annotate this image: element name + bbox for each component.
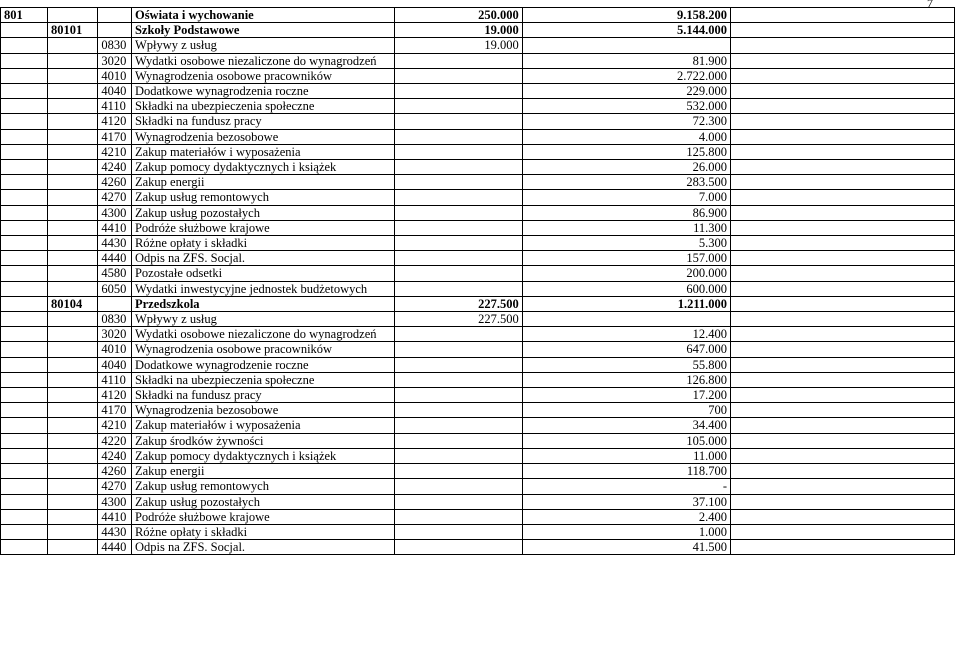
section-cell	[1, 144, 48, 159]
income-cell	[395, 372, 523, 387]
expense-cell: 11.300	[522, 220, 730, 235]
table-row	[1, 84, 955, 99]
expense-cell: 17.200	[522, 388, 730, 403]
empty-cell	[731, 144, 955, 159]
table-row	[1, 524, 955, 539]
section-cell	[1, 68, 48, 83]
income-cell	[395, 418, 523, 433]
income-cell	[395, 540, 523, 555]
name-cell: Wydatki inwestycyjne jednostek budżetowych	[131, 281, 394, 296]
paragraph-cell: 4300	[98, 205, 132, 220]
empty-cell	[731, 38, 955, 53]
empty-cell	[731, 175, 955, 190]
paragraph-cell	[98, 23, 132, 38]
income-cell	[395, 53, 523, 68]
paragraph-cell: 4110	[98, 99, 132, 114]
name-cell: Przedszkola	[131, 296, 394, 311]
expense-cell: 5.300	[522, 236, 730, 251]
section-cell	[1, 236, 48, 251]
expense-cell: 2.722.000	[522, 68, 730, 83]
empty-cell	[731, 23, 955, 38]
table-row	[1, 38, 955, 53]
table-row	[1, 205, 955, 220]
income-cell	[395, 68, 523, 83]
chapter-cell	[48, 114, 98, 129]
section-cell	[1, 38, 48, 53]
name-cell: Wynagrodzenia osobowe pracowników	[131, 68, 394, 83]
empty-cell	[731, 494, 955, 509]
name-cell: Wydatki osobowe niezaliczone do wynagrodzeń	[131, 327, 394, 342]
paragraph-cell: 4170	[98, 403, 132, 418]
name-cell: Składki na ubezpieczenia społeczne	[131, 99, 394, 114]
chapter-cell	[48, 99, 98, 114]
table-row	[1, 266, 955, 281]
paragraph-cell: 4210	[98, 144, 132, 159]
section-cell	[1, 281, 48, 296]
income-cell	[395, 99, 523, 114]
chapter-cell	[48, 448, 98, 463]
name-cell: Wynagrodzenia osobowe pracowników	[131, 342, 394, 357]
chapter-cell	[48, 220, 98, 235]
name-cell: Zakup materiałów i wyposażenia	[131, 144, 394, 159]
table-row	[1, 464, 955, 479]
expense-cell: 55.800	[522, 357, 730, 372]
page-number: 7	[927, 0, 933, 10]
section-cell	[1, 266, 48, 281]
empty-cell	[731, 312, 955, 327]
section-cell	[1, 205, 48, 220]
table-row	[1, 433, 955, 448]
paragraph-cell	[98, 8, 132, 23]
name-cell: Zakup materiałów i wyposażenia	[131, 418, 394, 433]
expense-cell: 1.000	[522, 524, 730, 539]
table-row	[1, 281, 955, 296]
chapter-cell	[48, 160, 98, 175]
name-cell: Szkoły Podstawowe	[131, 23, 394, 38]
table-row	[1, 312, 955, 327]
empty-cell	[731, 220, 955, 235]
name-cell: Zakup usług pozostałych	[131, 205, 394, 220]
name-cell: Zakup usług remontowych	[131, 479, 394, 494]
expense-cell: 5.144.000	[522, 23, 730, 38]
expense-cell: 200.000	[522, 266, 730, 281]
chapter-cell: 80101	[48, 23, 98, 38]
chapter-cell	[48, 84, 98, 99]
expense-cell: 105.000	[522, 433, 730, 448]
empty-cell	[731, 372, 955, 387]
expense-cell: 157.000	[522, 251, 730, 266]
paragraph-cell: 4270	[98, 190, 132, 205]
chapter-cell: 80104	[48, 296, 98, 311]
table-row	[1, 342, 955, 357]
chapter-cell	[48, 68, 98, 83]
expense-cell: 647.000	[522, 342, 730, 357]
table-row	[1, 403, 955, 418]
name-cell: Składki na ubezpieczenia społeczne	[131, 372, 394, 387]
chapter-cell	[48, 190, 98, 205]
section-cell	[1, 175, 48, 190]
section-cell	[1, 84, 48, 99]
table-row	[1, 160, 955, 175]
chapter-cell	[48, 524, 98, 539]
section-cell	[1, 433, 48, 448]
expense-cell: 600.000	[522, 281, 730, 296]
section-cell	[1, 160, 48, 175]
paragraph-cell: 4010	[98, 68, 132, 83]
expense-cell: 34.400	[522, 418, 730, 433]
empty-cell	[731, 68, 955, 83]
empty-cell	[731, 403, 955, 418]
expense-cell: 532.000	[522, 99, 730, 114]
empty-cell	[731, 448, 955, 463]
paragraph-cell: 4040	[98, 357, 132, 372]
income-cell: 227.500	[395, 312, 523, 327]
paragraph-cell: 6050	[98, 281, 132, 296]
expense-cell: 81.900	[522, 53, 730, 68]
name-cell: Wpływy z usług	[131, 312, 394, 327]
section-cell	[1, 114, 48, 129]
table-row	[1, 68, 955, 83]
paragraph-cell: 4010	[98, 342, 132, 357]
table-row	[1, 479, 955, 494]
section-cell	[1, 53, 48, 68]
empty-cell	[731, 418, 955, 433]
expense-cell: 9.158.200	[522, 8, 730, 23]
paragraph-cell: 4440	[98, 251, 132, 266]
income-cell	[395, 205, 523, 220]
empty-cell	[731, 509, 955, 524]
empty-cell	[731, 524, 955, 539]
section-cell	[1, 540, 48, 555]
income-cell	[395, 175, 523, 190]
table-row	[1, 357, 955, 372]
expense-cell: 118.700	[522, 464, 730, 479]
table-row	[1, 327, 955, 342]
budget-table	[0, 7, 955, 555]
income-cell: 250.000	[395, 8, 523, 23]
empty-cell	[731, 114, 955, 129]
income-cell	[395, 144, 523, 159]
expense-cell: 1.211.000	[522, 296, 730, 311]
income-cell	[395, 220, 523, 235]
expense-cell: 700	[522, 403, 730, 418]
chapter-cell	[48, 251, 98, 266]
section-cell	[1, 357, 48, 372]
paragraph-cell: 3020	[98, 327, 132, 342]
section-cell	[1, 403, 48, 418]
chapter-cell	[48, 388, 98, 403]
expense-cell: 37.100	[522, 494, 730, 509]
chapter-cell	[48, 8, 98, 23]
section-cell	[1, 220, 48, 235]
paragraph-cell: 4110	[98, 372, 132, 387]
chapter-cell	[48, 266, 98, 281]
income-cell	[395, 494, 523, 509]
section-cell	[1, 494, 48, 509]
chapter-cell	[48, 418, 98, 433]
section-cell	[1, 388, 48, 403]
expense-cell: 86.900	[522, 205, 730, 220]
table-row	[1, 175, 955, 190]
empty-cell	[731, 205, 955, 220]
empty-cell	[731, 236, 955, 251]
expense-cell: -	[522, 479, 730, 494]
empty-cell	[731, 266, 955, 281]
income-cell	[395, 129, 523, 144]
name-cell: Zakup pomocy dydaktycznych i książek	[131, 160, 394, 175]
income-cell: 227.500	[395, 296, 523, 311]
chapter-cell	[48, 38, 98, 53]
income-cell	[395, 479, 523, 494]
income-cell	[395, 388, 523, 403]
expense-cell	[522, 38, 730, 53]
income-cell	[395, 403, 523, 418]
table-row	[1, 448, 955, 463]
income-cell: 19.000	[395, 38, 523, 53]
name-cell: Zakup środków żywności	[131, 433, 394, 448]
empty-cell	[731, 53, 955, 68]
empty-cell	[731, 464, 955, 479]
name-cell: Zakup usług remontowych	[131, 190, 394, 205]
income-cell	[395, 236, 523, 251]
table-row	[1, 236, 955, 251]
name-cell: Zakup energii	[131, 464, 394, 479]
section-cell	[1, 23, 48, 38]
expense-cell: 26.000	[522, 160, 730, 175]
paragraph-cell: 0830	[98, 38, 132, 53]
table-row	[1, 372, 955, 387]
income-cell	[395, 509, 523, 524]
expense-cell: 283.500	[522, 175, 730, 190]
income-cell	[395, 327, 523, 342]
section-cell	[1, 418, 48, 433]
section-cell	[1, 479, 48, 494]
section-cell	[1, 524, 48, 539]
empty-cell	[731, 296, 955, 311]
budget-table-body	[1, 8, 955, 555]
name-cell: Wpływy z usług	[131, 38, 394, 53]
income-cell	[395, 448, 523, 463]
paragraph-cell: 4440	[98, 540, 132, 555]
chapter-cell	[48, 403, 98, 418]
section-cell	[1, 372, 48, 387]
paragraph-cell: 4260	[98, 175, 132, 190]
expense-cell: 229.000	[522, 84, 730, 99]
section-cell: 801	[1, 8, 48, 23]
name-cell: Zakup energii	[131, 175, 394, 190]
paragraph-cell: 4170	[98, 129, 132, 144]
income-cell	[395, 524, 523, 539]
section-cell	[1, 296, 48, 311]
table-row	[1, 114, 955, 129]
chapter-cell	[48, 205, 98, 220]
table-row	[1, 129, 955, 144]
expense-cell	[522, 312, 730, 327]
paragraph-cell: 4580	[98, 266, 132, 281]
section-cell	[1, 129, 48, 144]
paragraph-cell: 4210	[98, 418, 132, 433]
chapter-cell	[48, 327, 98, 342]
section-cell	[1, 312, 48, 327]
empty-cell	[731, 8, 955, 23]
empty-cell	[731, 160, 955, 175]
paragraph-cell: 4040	[98, 84, 132, 99]
paragraph-cell: 4270	[98, 479, 132, 494]
paragraph-cell: 4240	[98, 448, 132, 463]
paragraph-cell: 4410	[98, 509, 132, 524]
table-row	[1, 23, 955, 38]
chapter-cell	[48, 357, 98, 372]
chapter-cell	[48, 372, 98, 387]
income-cell: 19.000	[395, 23, 523, 38]
section-cell	[1, 327, 48, 342]
table-row	[1, 296, 955, 311]
empty-cell	[731, 84, 955, 99]
table-row	[1, 509, 955, 524]
section-cell	[1, 99, 48, 114]
income-cell	[395, 160, 523, 175]
empty-cell	[731, 357, 955, 372]
name-cell: Oświata i wychowanie	[131, 8, 394, 23]
paragraph-cell: 4220	[98, 433, 132, 448]
chapter-cell	[48, 464, 98, 479]
chapter-cell	[48, 236, 98, 251]
income-cell	[395, 433, 523, 448]
paragraph-cell: 4120	[98, 388, 132, 403]
table-row	[1, 540, 955, 555]
table-row	[1, 494, 955, 509]
name-cell: Zakup pomocy dydaktycznych i książek	[131, 448, 394, 463]
expense-cell: 11.000	[522, 448, 730, 463]
chapter-cell	[48, 312, 98, 327]
empty-cell	[731, 251, 955, 266]
income-cell	[395, 84, 523, 99]
name-cell: Składki na fundusz pracy	[131, 388, 394, 403]
table-row	[1, 190, 955, 205]
paragraph-cell	[98, 296, 132, 311]
name-cell: Pozostałe odsetki	[131, 266, 394, 281]
income-cell	[395, 114, 523, 129]
name-cell: Wynagrodzenia bezosobowe	[131, 129, 394, 144]
name-cell: Zakup usług pozostałych	[131, 494, 394, 509]
paragraph-cell: 4430	[98, 524, 132, 539]
table-row	[1, 99, 955, 114]
name-cell: Podróże służbowe krajowe	[131, 509, 394, 524]
section-cell	[1, 448, 48, 463]
chapter-cell	[48, 129, 98, 144]
chapter-cell	[48, 175, 98, 190]
section-cell	[1, 464, 48, 479]
table-row	[1, 220, 955, 235]
name-cell: Składki na fundusz pracy	[131, 114, 394, 129]
expense-cell: 72.300	[522, 114, 730, 129]
chapter-cell	[48, 494, 98, 509]
expense-cell: 7.000	[522, 190, 730, 205]
table-row	[1, 53, 955, 68]
paragraph-cell: 3020	[98, 53, 132, 68]
chapter-cell	[48, 540, 98, 555]
income-cell	[395, 251, 523, 266]
chapter-cell	[48, 509, 98, 524]
name-cell: Wydatki osobowe niezaliczone do wynagrodzeń	[131, 53, 394, 68]
empty-cell	[731, 388, 955, 403]
paragraph-cell: 4240	[98, 160, 132, 175]
expense-cell: 12.400	[522, 327, 730, 342]
section-cell	[1, 251, 48, 266]
paragraph-cell: 4300	[98, 494, 132, 509]
chapter-cell	[48, 53, 98, 68]
empty-cell	[731, 479, 955, 494]
name-cell: Różne opłaty i składki	[131, 236, 394, 251]
name-cell: Dodatkowe wynagrodzenie roczne	[131, 357, 394, 372]
empty-cell	[731, 540, 955, 555]
section-cell	[1, 190, 48, 205]
income-cell	[395, 190, 523, 205]
chapter-cell	[48, 281, 98, 296]
table-row	[1, 8, 955, 23]
name-cell: Dodatkowe wynagrodzenia roczne	[131, 84, 394, 99]
paragraph-cell: 4410	[98, 220, 132, 235]
expense-cell: 41.500	[522, 540, 730, 555]
empty-cell	[731, 99, 955, 114]
name-cell: Odpis na ZFS. Socjal.	[131, 540, 394, 555]
name-cell: Wynagrodzenia bezosobowe	[131, 403, 394, 418]
chapter-cell	[48, 342, 98, 357]
name-cell: Różne opłaty i składki	[131, 524, 394, 539]
paragraph-cell: 4120	[98, 114, 132, 129]
empty-cell	[731, 190, 955, 205]
empty-cell	[731, 342, 955, 357]
income-cell	[395, 281, 523, 296]
income-cell	[395, 266, 523, 281]
empty-cell	[731, 433, 955, 448]
paragraph-cell: 0830	[98, 312, 132, 327]
name-cell: Podróże służbowe krajowe	[131, 220, 394, 235]
table-row	[1, 388, 955, 403]
expense-cell: 4.000	[522, 129, 730, 144]
empty-cell	[731, 327, 955, 342]
chapter-cell	[48, 144, 98, 159]
empty-cell	[731, 281, 955, 296]
income-cell	[395, 342, 523, 357]
empty-cell	[731, 129, 955, 144]
table-row	[1, 251, 955, 266]
chapter-cell	[48, 433, 98, 448]
table-row	[1, 418, 955, 433]
expense-cell: 2.400	[522, 509, 730, 524]
expense-cell: 125.800	[522, 144, 730, 159]
table-row	[1, 144, 955, 159]
expense-cell: 126.800	[522, 372, 730, 387]
name-cell: Odpis na ZFS. Socjal.	[131, 251, 394, 266]
paragraph-cell: 4430	[98, 236, 132, 251]
income-cell	[395, 464, 523, 479]
section-cell	[1, 342, 48, 357]
paragraph-cell: 4260	[98, 464, 132, 479]
chapter-cell	[48, 479, 98, 494]
income-cell	[395, 357, 523, 372]
section-cell	[1, 509, 48, 524]
